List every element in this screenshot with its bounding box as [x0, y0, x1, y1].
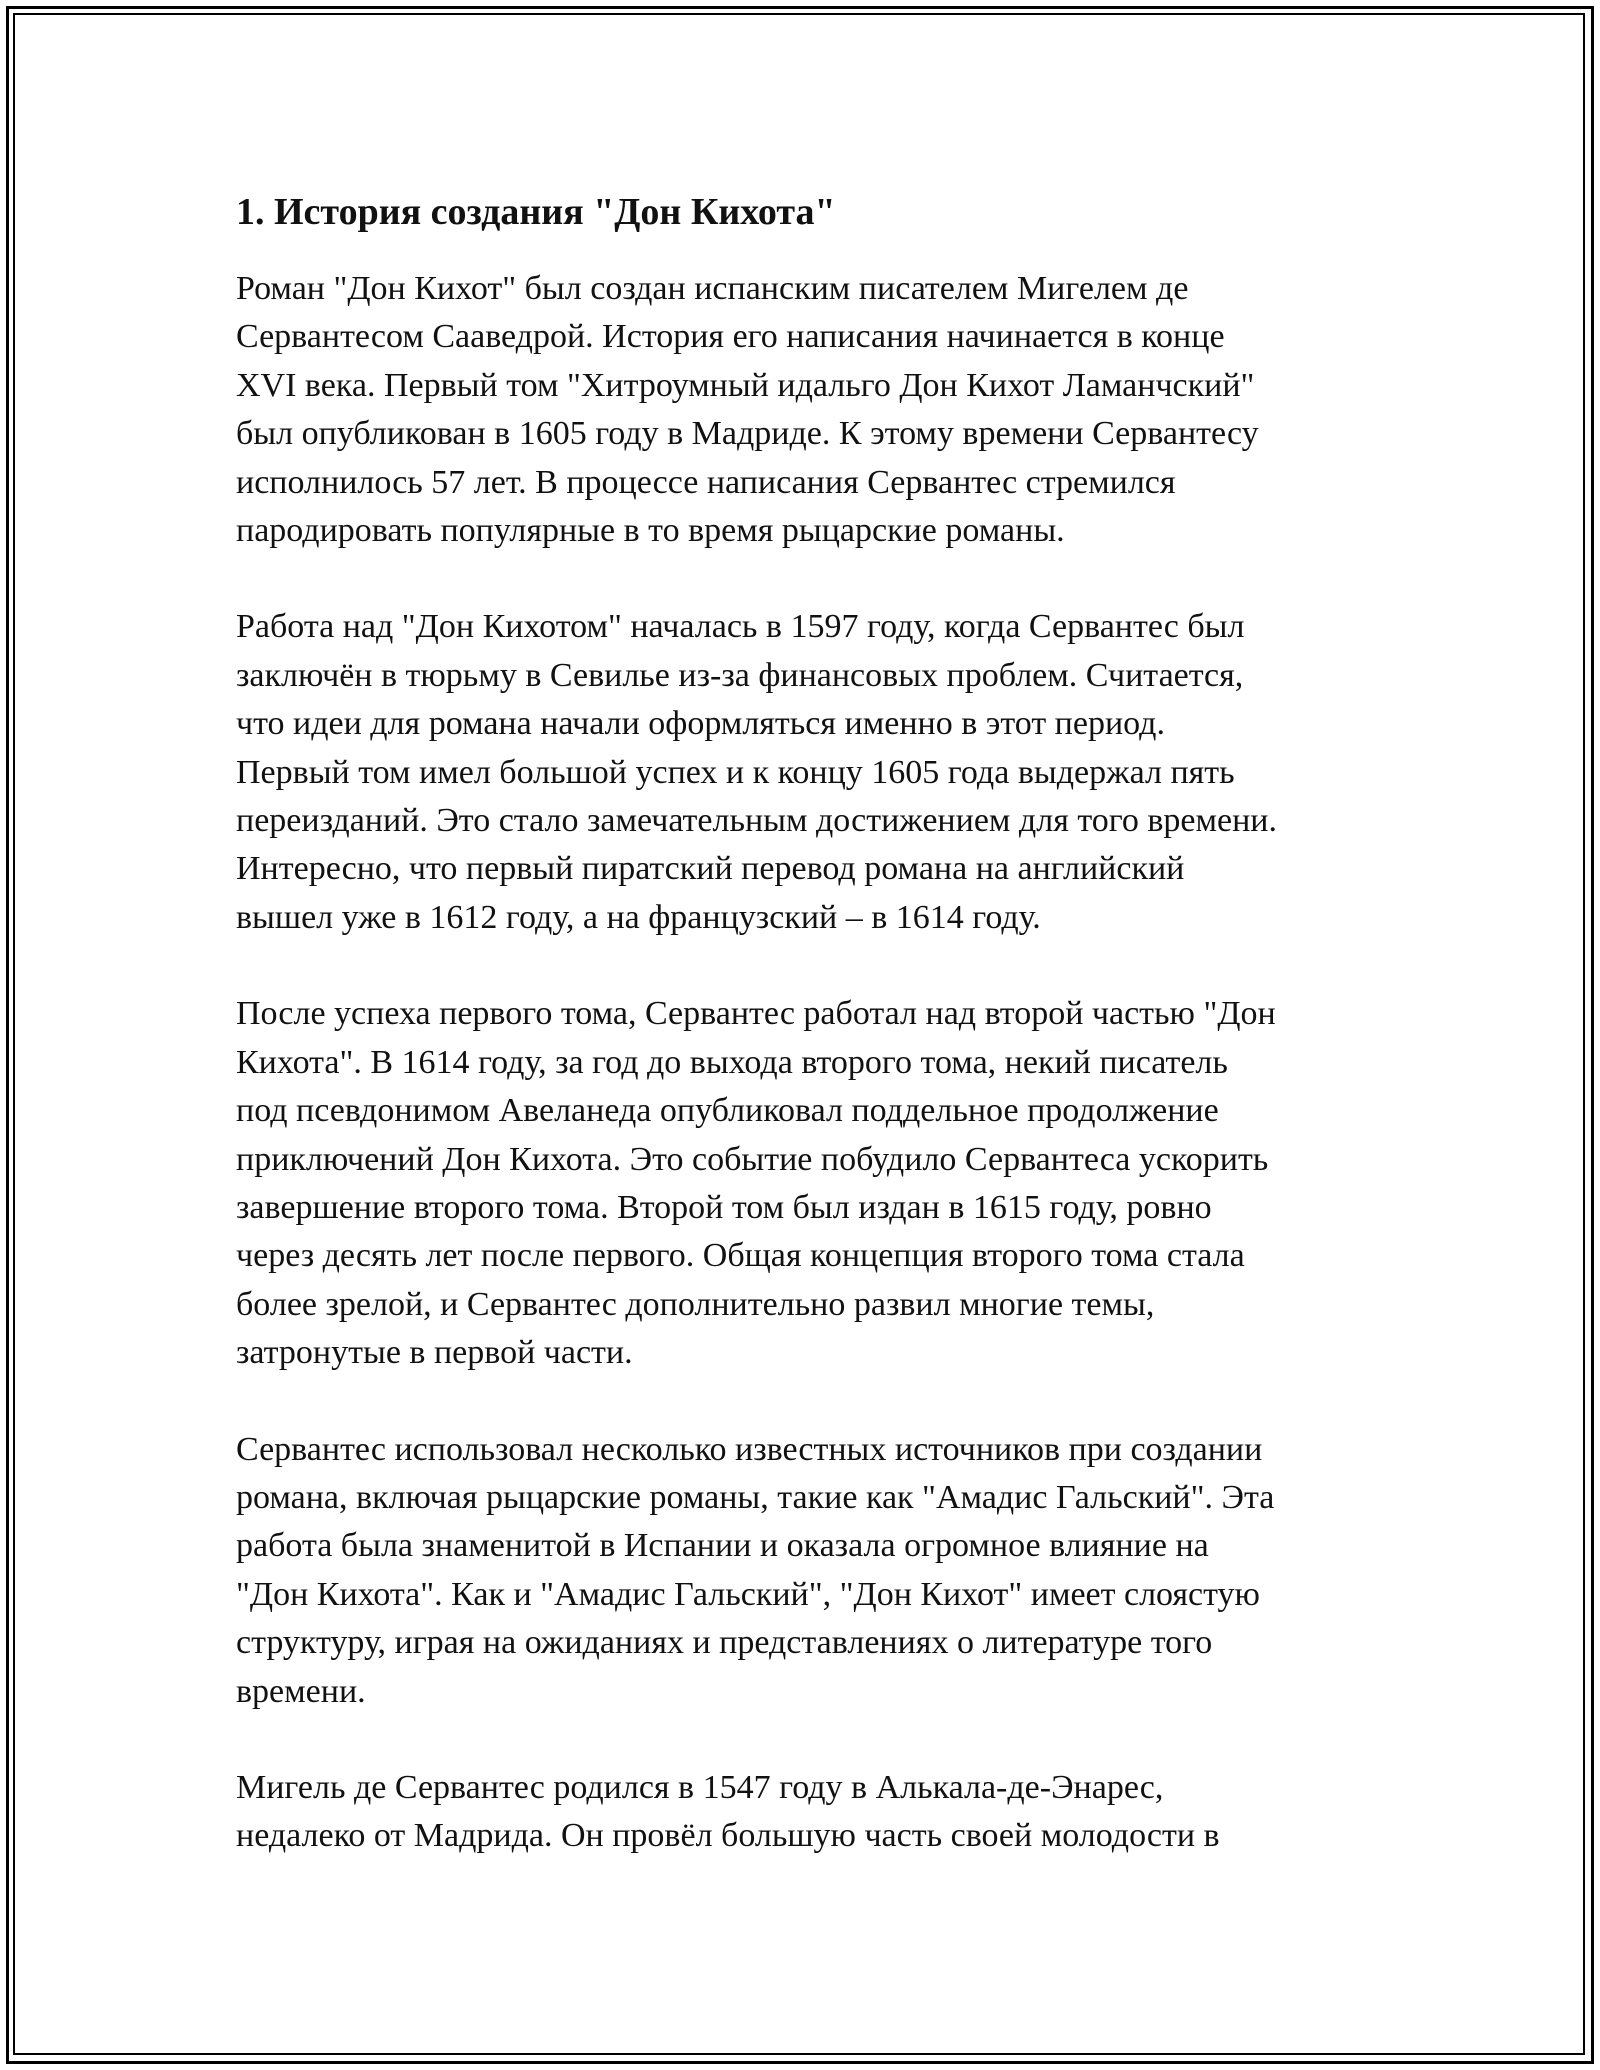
section-heading: 1. История создания "Дон Кихота" — [236, 191, 836, 233]
paragraph-5: Мигель де Сервантес родился в 1547 году в Алькала-де-Энарес, недалеко от Мадрида. Он провёл большую часть своей молодости в — [236, 1768, 1220, 1855]
paragraph-2: Работа над "Дон Кихотом" началась в 1597 году, когда Сервантес был заключён в тюрьму в Севилье из-за финансовых проблем. Считается, что идеи для романа начали оформляться именно в этот период. Первый том имел большой успех и к концу 1605 года выдержал пять переизданий. Это стало замечательным достижением для того времени. Интересно, что первый пиратский перевод романа на английский вышел уже в 1612 году, а на французский – в 1614 году. — [236, 608, 1277, 936]
paragraph-1: Роман "Дон Кихот" был создан испанским писателем Мигелем де Сервантесом Сааведрой. История его написания начинается в конце XVI века. Первый том "Хитроумный идальго Дон Кихот Ламанчский" был опубликован в 1605 году в Мадриде. К этому времени Сервантесу исполнилось 57 лет. В процессе написания Сервантес стремился пародировать популярные в то время рыцарские романы. — [236, 270, 1259, 550]
document-body — [236, 186, 1376, 1909]
paragraph-3: После успеха первого тома, Сервантес работал над второй частью "Дон Кихота". В 1614 году, за год до выхода второго тома, некий писатель под псевдонимом Авеланеда опубликовал поддельное продолжение приключений Дон Кихота. Это событие побудило Сервантеса ускорить завершение второго тома. Второй том был издан в 1615 году, ровно через десять лет после первого. Общая концепция второго тома стала более зрелой, и Сервантес дополнительно развил многие темы, затронутые в первой части. — [236, 995, 1276, 1372]
paragraph-4: Сервантес использовал несколько известных источников при создании романа, включая рыцарские романы, такие как "Амадис Гальский". Эта работа была знаменитой в Испании и оказала огромное влияние на "Дон Кихота". Как и "Амадис Гальский", "Дон Кихот" имеет слоястую структуру, играя на ожиданиях и представлениях о литературе того времени. — [236, 1430, 1275, 1710]
